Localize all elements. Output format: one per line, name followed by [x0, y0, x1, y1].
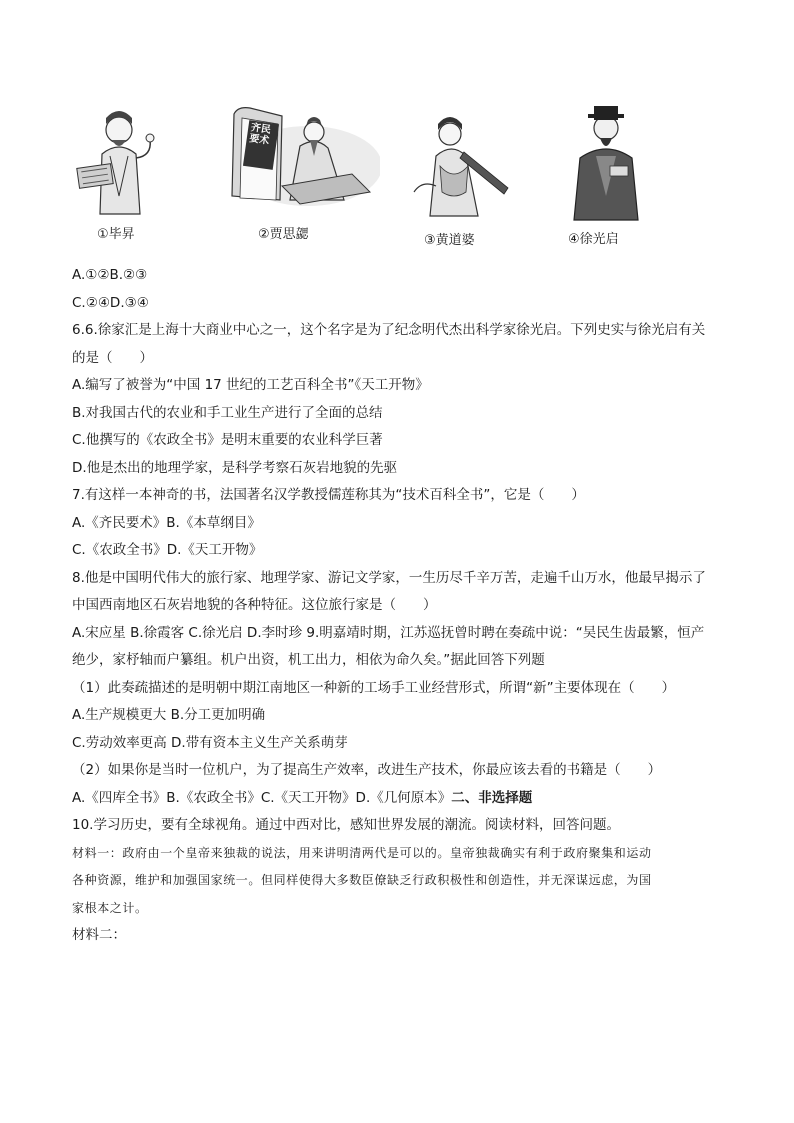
text-line: 10.学习历史，要有全球视角。通过中西对比，感知世界发展的潮流。阅读材料，回答问题。 [72, 817, 620, 833]
text-line: A.生产规模更大 B.分工更加明确 [72, 707, 266, 723]
text-line: 中国西南地区石灰岩地貌的各种特征。这位旅行家是（ ） [72, 597, 437, 613]
text-line: A.《齐民要术》B.《本草纲目》 [72, 514, 261, 531]
text-line: C.劳动效率更高 D.带有资本主义生产关系萌芽 [72, 734, 348, 751]
text-line: A.①②B.②③ [72, 267, 148, 283]
text-line: （1）此奏疏描述的是明朝中期江南地区一种新的工场手工业经营形式，所谓“新”主要体现在（ ） [72, 679, 676, 696]
material-line: 材料一：政府由一个皇帝来独裁的说法，用来讲明清两代是可以的。皇帝独裁确实有利于政府聚集和运动 [72, 845, 652, 860]
book-title: 齐民要术 [248, 122, 272, 147]
figure-caption: ②贾思勰 [258, 227, 309, 242]
figure-bisheng [72, 96, 172, 256]
section-heading: 二、非选择题 [451, 789, 533, 806]
figure-jiasixie [220, 96, 380, 256]
text-line: 6.6.徐家汇是上海十大商业中心之一，这个名字是为了纪念明代杰出科学家徐光启。下列史实与徐光启有关 [72, 322, 706, 338]
xuguangqi-figure-icon [570, 96, 642, 221]
text-line: B.对我国古代的农业和手工业生产进行了全面的总结 [72, 404, 383, 421]
material-2-label: 材料二： [72, 927, 126, 943]
text-line: 绝少，家杼轴而户纂组。机户出资，机工出力，相依为命久矣。”据此回答下列题 [72, 652, 545, 668]
text-line: 的是（ ） [72, 349, 153, 366]
material-line: 家根本之计。 [72, 900, 148, 915]
question-text [72, 262, 727, 950]
figure-xuguangqi [570, 96, 660, 256]
text-line [72, 785, 727, 813]
text-line: 7.有这样一本神奇的书，法国著名汉学教授儒莲称其为“技术百科全书”，它是（ ） [72, 487, 585, 503]
text-line: 8.他是中国明代伟大的旅行家、地理学家、游记文学家，一生历尽千辛万苦，走遍千山万水，他最早揭示了 [72, 569, 706, 586]
q9-2-options: A.《四库全书》B.《农政全书》C.《天工开物》D.《几何原本》 [72, 789, 452, 806]
jiasixie-figure-icon [220, 96, 380, 216]
text-line: A.宋应星 B.徐霞客 C.徐光启 D.李时珍 9.明嘉靖时期，江苏巡抚曾时聘在奏疏中说：“吴民生齿最繁，恒产 [72, 624, 705, 641]
text-line: C.②④D.③④ [72, 294, 149, 311]
figure-caption: ③黄道婆 [424, 233, 475, 248]
text-line: （2）如果你是当时一位机户，为了提高生产效率，改进生产技术，你最应该去看的书籍是（ ） [72, 762, 662, 778]
text-line: D.他是杰出的地理学家，是科学考察石灰岩地貌的先驱 [72, 459, 398, 476]
text-line: A.编写了被誉为“中国 17 世纪的工艺百科全书”《天工开物》 [72, 377, 429, 393]
text-line: C.他撰写的《农政全书》是明末重要的农业科学巨著 [72, 432, 383, 448]
text-line: C.《农政全书》D.《天工开物》 [72, 542, 263, 558]
huangdaopo-figure-icon [408, 96, 513, 221]
material-line: 各种资源，维护和加强国家统一。但同样使得大多数臣僚缺乏行政积极性和创造性，并无深谋远虑，为国 [72, 873, 652, 887]
figure-caption: ①毕昇 [97, 227, 135, 242]
figure-caption: ④徐光启 [568, 232, 619, 247]
bisheng-figure-icon [72, 96, 167, 221]
figure-row [70, 96, 730, 256]
figure-huangdaopo [408, 96, 518, 256]
